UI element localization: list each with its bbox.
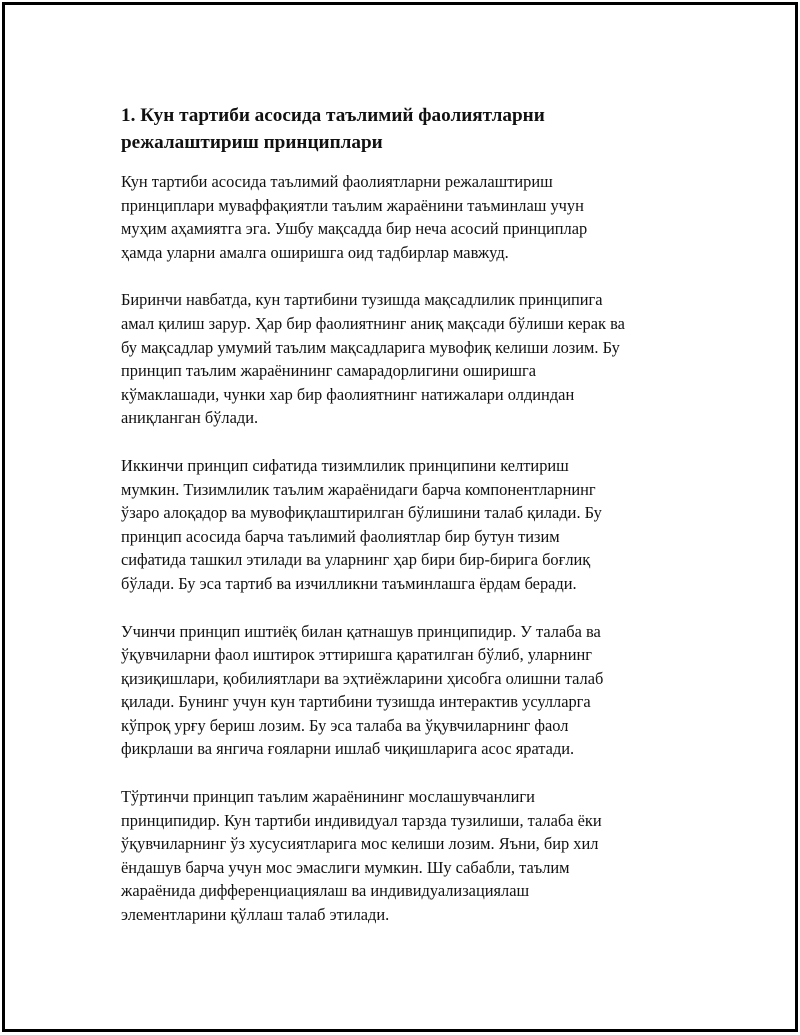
paragraph-intro: Кун тартиби асосида таълимий фаолиятларни режалаштириш принциплари муваффақиятли таълим жараёнини таъминлаш учун муҳим аҳамиятга эга. Ушбу мақсадда бир неча асосий принциплар ҳамда уларни амалга оширишга оид тадбирлар мавжуд. [121, 172, 588, 262]
paragraph-third-principle: Учинчи принцип иштиёқ билан қатнашув принципидир. У талаба ва ўқувчиларни фаол иштирок эттиришга қаратилган бўлиб, уларнинг қизиқишлари, қобилиятлари ва эҳтиёжларини ҳисобга олишни талаб қилади. Бунинг учун кун тартибини тузишда интерактив усулларга кўпроқ урғу бериш лозим. Бу эса талаба ва ўқувчиларнинг фаол фикрлаши ва янгича ғояларни ишлаб чиқишларига асос яратади. [121, 621, 604, 759]
section-heading: 1. Кун тартиби асосида таълимий фаолиятларни режалаштириш принциплари [121, 105, 545, 153]
paragraph-fourth-principle: Тўртинчи принцип таълим жараёнининг мослашувчанлиги принципидир. Кун тартиби индивидуал тарзда тузилиши, талаба ёки ўқувчиларнинг ўз хусусиятларига мос келиши лозим. Яъни, бир хил ёндашув барча учун мос эмаслиги мумкин. Шу сабабли, таълим жараёнида дифференциациялаш ва индивидуализациялаш элементларини қўллаш талаб этилади. [121, 787, 602, 925]
page-frame [2, 2, 798, 1032]
paragraph-first-principle: Биринчи навбатда, кун тартибини тузишда мақсадлилик принципига амал қилиш зарур. Ҳар бир фаолиятнинг аниқ мақсади бўлиши керак ва бу мақсадлар умумий таълим мақсадларига мувофиқ келиши лозим. Бу принцип таълим жараёнининг самарадорлигини оширишга кўмаклашади, чунки хар бир фаолиятнинг натижалари олдиндан аниқланган бўлади. [121, 290, 625, 428]
document-body [121, 102, 701, 951]
paragraph-second-principle: Иккинчи принцип сифатида тизимлилик принципини келтириш мумкин. Тизимлилик таълим жараёнидаги барча компонентларнинг ўзаро алоқадор ва мувофиқлаштирилган бўлишини талаб қилади. Бу принцип асосида барча таълимий фаолиятлар бир бутун тизим сифатида ташкил этилади ва уларнинг ҳар бири бир-бирига боғлиқ бўлади. Бу эса тартиб ва изчилликни таъминлашга ёрдам беради. [121, 455, 602, 593]
